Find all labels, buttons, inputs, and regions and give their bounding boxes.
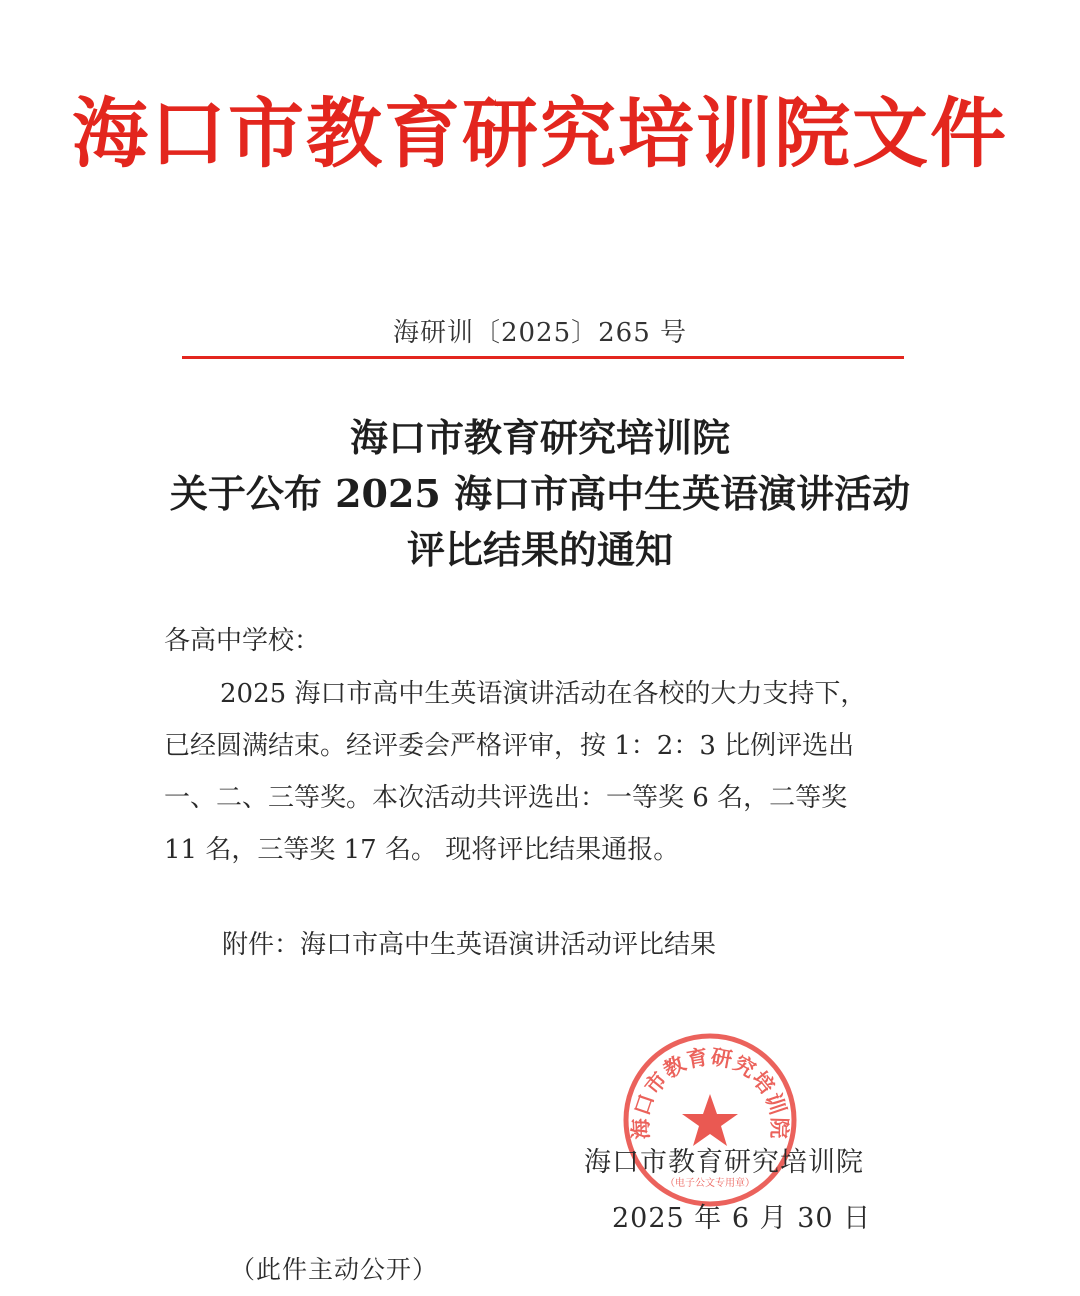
notice-title-line-3: 评比结果的通知: [406, 527, 673, 572]
paragraph-line-4: 11 名，三等奖 17 名。 现将评比结果通报。: [164, 835, 680, 865]
signature-organization: 海口市教育研究培训院: [584, 1147, 864, 1178]
paragraph-line-3: 一、二、三等奖。本次活动共评选出：一等奖 6 名，二等奖: [164, 783, 848, 813]
official-seal-icon: [620, 1030, 800, 1210]
seal-subtext: （电子公文专用章）: [665, 1178, 755, 1189]
salutation: 各高中学校：: [164, 626, 321, 656]
header-red-divider: [182, 356, 904, 359]
notice-title-line-2: 关于公布 2025 海口市高中生英语演讲活动: [169, 471, 911, 516]
document-header-title: 海口市教育研究培训院文件: [72, 89, 1008, 178]
notice-title: [0, 410, 1080, 578]
seal-arc-text: 海口市教育研究培训院: [628, 1044, 792, 1140]
paragraph-line-1: 2025 海口市高中生英语演讲活动在各校的大力支持下，: [220, 679, 867, 709]
paragraph-line-2: 已经圆满结束。经评委会严格评审，按 1：2：3 比例评选出: [164, 731, 855, 761]
issue-date: 2025 年 6 月 30 日: [612, 1203, 872, 1234]
notice-title-line-1: 海口市教育研究培训院: [349, 415, 730, 460]
public-disclosure-note: （此件主动公开）: [230, 1255, 439, 1284]
document-number: 海研训〔2025〕265 号: [392, 318, 688, 348]
body-paragraph: [164, 668, 920, 876]
seal-star: [682, 1094, 738, 1146]
attachment-line: 附件：海口市高中生英语演讲活动评比结果: [222, 930, 717, 960]
